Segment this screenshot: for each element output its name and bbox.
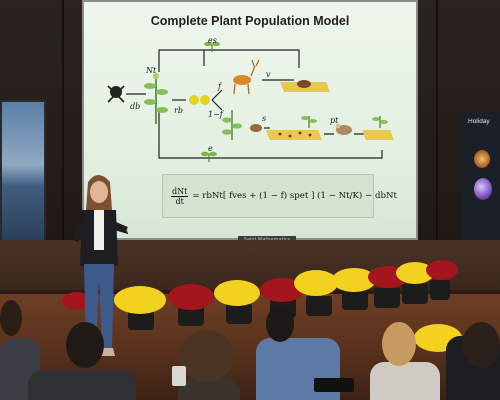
ground-seeds-icon	[266, 130, 322, 140]
flower-pot	[374, 288, 400, 308]
label-v: v	[266, 70, 271, 79]
label-nt: Nt	[146, 66, 157, 75]
audience-head	[462, 322, 500, 368]
equation-lhs-numerator: dNt	[172, 186, 188, 196]
equation-lhs	[171, 187, 188, 206]
coffee-cup	[172, 366, 186, 386]
sapling-icon	[222, 110, 242, 140]
flower-pot	[430, 280, 450, 300]
red-mum-flower	[168, 284, 214, 310]
label-e: e	[208, 144, 213, 153]
label-f: f	[218, 82, 221, 91]
slide-title: Complete Plant Population Model	[150, 14, 350, 28]
label-pt: pt	[330, 116, 339, 125]
label-db: db	[130, 102, 141, 111]
label-s: s	[262, 114, 267, 123]
flower-pot	[402, 284, 428, 304]
seeds-icon	[189, 95, 210, 105]
dung-patch-icon	[280, 80, 330, 92]
label-one-minus-f: 1−f	[208, 110, 223, 119]
label-es: es	[208, 36, 217, 45]
seedling-on-ground-icon	[301, 116, 317, 128]
audience-member	[370, 362, 440, 400]
flower-pot	[342, 290, 368, 310]
audience-head	[180, 330, 234, 382]
yellow-mum-flower	[214, 280, 260, 306]
population-equation	[162, 174, 397, 218]
projection-screen	[82, 0, 418, 240]
ornament-image	[474, 178, 492, 200]
audience-head	[0, 300, 22, 336]
flower-pot	[306, 296, 332, 316]
equation-lhs-denominator: dt	[175, 196, 184, 206]
holiday-sign: Holiday	[468, 118, 490, 125]
audience-member	[28, 370, 136, 400]
gazelle-icon	[233, 60, 259, 94]
skull-icon	[108, 86, 124, 102]
audience-head	[66, 322, 104, 368]
split-arrow	[212, 90, 222, 110]
laptop	[314, 378, 354, 392]
fireplace-image	[474, 150, 490, 168]
mouse-icon	[336, 124, 352, 135]
audience-head	[266, 306, 294, 342]
red-mum-flower	[426, 260, 458, 280]
adult-plant-icon	[144, 73, 168, 124]
top-loop-arrow	[159, 50, 299, 72]
audience-head	[382, 322, 416, 366]
yellow-mum-flower	[294, 270, 338, 296]
flower-pot	[226, 304, 252, 324]
left-display-screen	[0, 100, 46, 244]
label-rb: rb	[174, 106, 183, 115]
rodent-icon	[250, 124, 262, 132]
equation-rhs: = rbNt[ fves + (1 − f) spet ] (1 − Nt/K) − dbNt	[192, 191, 397, 201]
establishment-patch-icon	[362, 116, 394, 140]
seedling-bottom-icon	[201, 152, 217, 162]
